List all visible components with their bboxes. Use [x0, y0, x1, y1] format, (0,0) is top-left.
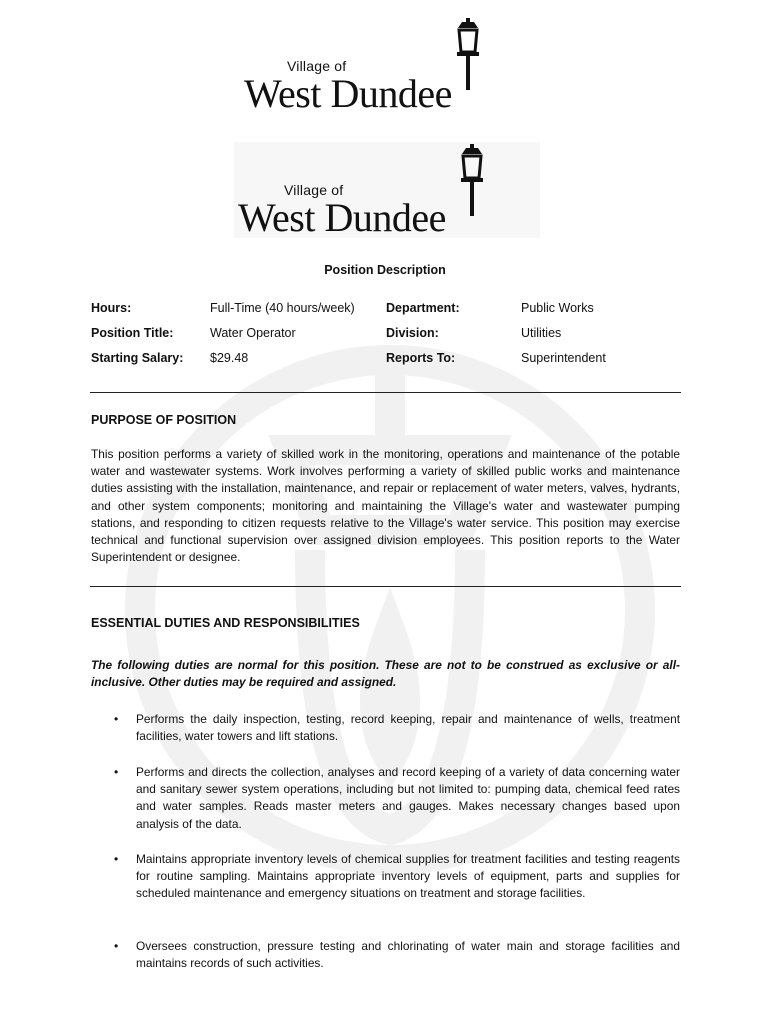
bullet-marker: •: [114, 852, 119, 866]
hours-label: Hours:: [91, 301, 132, 315]
duty-item: Performs and directs the collection, analyses and record keeping of a variety of data concerning water and sanitary sewer system operations, including but not limited to: pumping data, chemical feed rates and water samples. Reads master meters and gauges. Makes necessary changes based upon analysis of the data.: [136, 765, 680, 831]
street-lamp-icon: [454, 18, 482, 90]
bullet-marker: •: [114, 939, 119, 953]
duty-item: Oversees construction, pressure testing and chlorinating of water main and storage facilities and maintains records of such activities.: [136, 939, 680, 971]
reports-to-label: Reports To:: [386, 351, 456, 365]
logo-small-text: Village of: [287, 58, 347, 74]
bullet-marker: •: [114, 712, 119, 726]
divider: [90, 586, 681, 587]
department-value: Public Works: [521, 301, 594, 315]
hours-value: Full-Time (40 hours/week): [210, 301, 355, 315]
duty-item: Performs the daily inspection, testing, record keeping, repair and maintenance of wells, treatment facilities, water towers and lift stations.: [136, 712, 680, 744]
logo-big-text: West Dundee: [238, 195, 446, 240]
street-lamp-icon: [458, 144, 486, 216]
purpose-heading: PURPOSE OF POSITION: [91, 413, 237, 427]
position-title-label: Position Title:: [91, 326, 174, 340]
division-label: Division:: [386, 326, 439, 340]
village-logo-secondary: [234, 142, 540, 238]
logo-small-text: Village of: [284, 182, 344, 198]
duty-item: Maintains appropriate inventory levels of chemical supplies for treatment facilities and testing reagents for routine sampling. Maintains appropriate inventory levels of equipment, parts and supplies for scheduled maintenance and emergency situations on treatment and storage facilities.: [136, 852, 680, 901]
starting-salary-value: $29.48: [210, 351, 249, 365]
page-title: Position Description: [324, 263, 446, 277]
logo-big-text: West Dundee: [244, 71, 452, 116]
duties-heading: ESSENTIAL DUTIES AND RESPONSIBILITIES: [91, 616, 360, 630]
starting-salary-label: Starting Salary:: [91, 351, 184, 365]
village-logo: [244, 18, 534, 114]
bullet-marker: •: [114, 765, 119, 779]
reports-to-value: Superintendent: [521, 351, 606, 365]
divider: [90, 392, 681, 393]
position-title-value: Water Operator: [210, 326, 296, 340]
division-value: Utilities: [521, 326, 562, 340]
duties-intro: The following duties are normal for this position. These are not to be construed as exclusive or all-inclusive. Other duties may be required and assigned.: [91, 658, 680, 690]
department-label: Department:: [386, 301, 460, 315]
purpose-text: This position performs a variety of skilled work in the monitoring, operations and maintenance of the potable water and wastewater systems. Work involves performing a variety of skilled public works and maintenance duties assisting with the installation, maintenance, and repair or replacement of water meters, valves, hydrants, and other system components; monitoring and maintaining the Village's water and wastewater pumping stations, and responding to citizen requests relative to the Village's water service. This position may exercise technical and functional supervision over assigned division employees. This position reports to the Water Superintendent or designee.: [91, 447, 680, 565]
